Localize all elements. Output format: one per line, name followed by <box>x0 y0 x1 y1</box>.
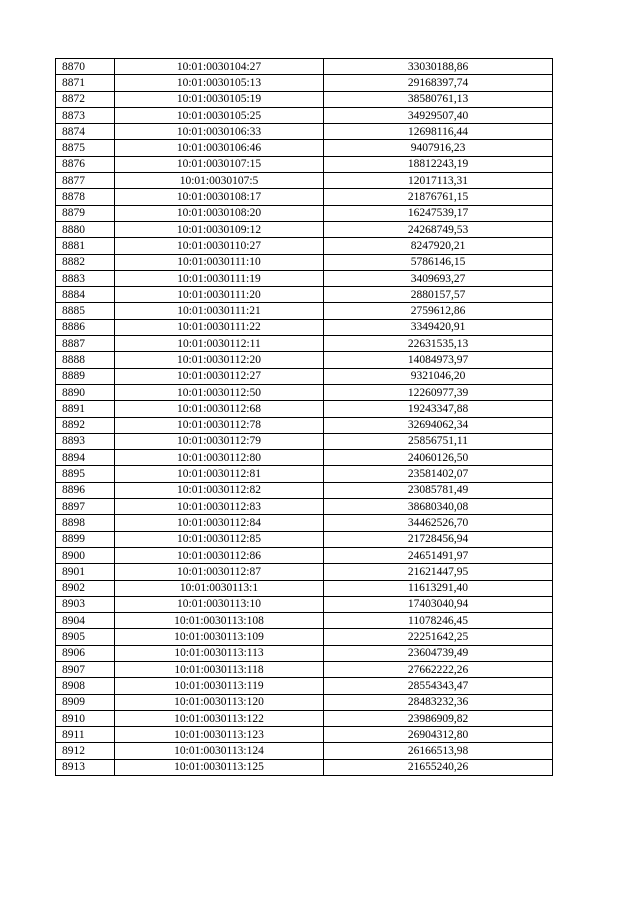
cadastral-value-cell: 17403040,94 <box>324 596 553 612</box>
table-row <box>56 368 553 384</box>
row-number-cell: 8907 <box>56 661 115 677</box>
table-row <box>56 107 553 123</box>
cadastral-value-cell: 16247539,17 <box>324 205 553 221</box>
table-row <box>56 303 553 319</box>
row-number-cell: 8899 <box>56 531 115 547</box>
row-number-cell: 8880 <box>56 221 115 237</box>
row-number-cell: 8885 <box>56 303 115 319</box>
row-number-cell: 8897 <box>56 499 115 515</box>
row-number-cell: 8888 <box>56 352 115 368</box>
cadastral-number-cell: 10:01:0030108:17 <box>115 189 324 205</box>
cadastral-value-cell: 21621447,95 <box>324 564 553 580</box>
cadastral-value-cell: 26904312,80 <box>324 727 553 743</box>
row-number-cell: 8912 <box>56 743 115 759</box>
table-row <box>56 629 553 645</box>
row-number-cell: 8876 <box>56 156 115 172</box>
cadastral-number-cell: 10:01:0030113:113 <box>115 645 324 661</box>
cadastral-number-cell: 10:01:0030105:25 <box>115 107 324 123</box>
row-number-cell: 8871 <box>56 75 115 91</box>
row-number-cell: 8883 <box>56 270 115 286</box>
row-number-cell: 8882 <box>56 254 115 270</box>
table-row <box>56 254 553 270</box>
row-number-cell: 8872 <box>56 91 115 107</box>
table-row <box>56 482 553 498</box>
cadastral-number-cell: 10:01:0030104:27 <box>115 59 324 75</box>
cadastral-value-cell: 9321046,20 <box>324 368 553 384</box>
row-number-cell: 8874 <box>56 124 115 140</box>
row-number-cell: 8887 <box>56 336 115 352</box>
cadastral-number-cell: 10:01:0030112:82 <box>115 482 324 498</box>
row-number-cell: 8909 <box>56 694 115 710</box>
cadastral-number-cell: 10:01:0030106:33 <box>115 124 324 140</box>
cadastral-value-cell: 11613291,40 <box>324 580 553 596</box>
row-number-cell: 8891 <box>56 401 115 417</box>
cadastral-number-cell: 10:01:0030112:50 <box>115 384 324 400</box>
cadastral-value-cell: 32694062,34 <box>324 417 553 433</box>
row-number-cell: 8902 <box>56 580 115 596</box>
row-number-cell: 8873 <box>56 107 115 123</box>
row-number-cell: 8911 <box>56 727 115 743</box>
cadastral-value-cell: 21876761,15 <box>324 189 553 205</box>
table-row <box>56 710 553 726</box>
cadastral-value-cell: 9407916,23 <box>324 140 553 156</box>
row-number-cell: 8895 <box>56 466 115 482</box>
row-number-cell: 8898 <box>56 515 115 531</box>
cadastral-value-cell: 27662222,26 <box>324 661 553 677</box>
cadastral-number-cell: 10:01:0030111:19 <box>115 270 324 286</box>
cadastral-value-cell: 12260977,39 <box>324 384 553 400</box>
row-number-cell: 8879 <box>56 205 115 221</box>
cadastral-value-cell: 34462526,70 <box>324 515 553 531</box>
cadastral-number-cell: 10:01:0030113:108 <box>115 613 324 629</box>
table-row <box>56 124 553 140</box>
table-row <box>56 678 553 694</box>
cadastral-number-cell: 10:01:0030111:22 <box>115 319 324 335</box>
cadastral-number-cell: 10:01:0030113:118 <box>115 661 324 677</box>
cadastral-number-cell: 10:01:0030113:109 <box>115 629 324 645</box>
table-row <box>56 75 553 91</box>
cadastral-number-cell: 10:01:0030113:124 <box>115 743 324 759</box>
cadastral-value-cell: 38680340,08 <box>324 499 553 515</box>
table-row <box>56 336 553 352</box>
cadastral-number-cell: 10:01:0030111:10 <box>115 254 324 270</box>
cadastral-value-cell: 22251642,25 <box>324 629 553 645</box>
table-row <box>56 515 553 531</box>
cadastral-value-table <box>55 58 553 776</box>
row-number-cell: 8905 <box>56 629 115 645</box>
table-row <box>56 580 553 596</box>
cadastral-number-cell: 10:01:0030113:125 <box>115 759 324 775</box>
row-number-cell: 8903 <box>56 596 115 612</box>
cadastral-number-cell: 10:01:0030113:120 <box>115 694 324 710</box>
row-number-cell: 8901 <box>56 564 115 580</box>
cadastral-value-cell: 3409693,27 <box>324 270 553 286</box>
table-row <box>56 613 553 629</box>
cadastral-number-cell: 10:01:0030112:78 <box>115 417 324 433</box>
table-row <box>56 91 553 107</box>
cadastral-number-cell: 10:01:0030112:79 <box>115 433 324 449</box>
cadastral-number-cell: 10:01:0030105:19 <box>115 91 324 107</box>
cadastral-number-cell: 10:01:0030112:81 <box>115 466 324 482</box>
table-row <box>56 384 553 400</box>
cadastral-value-cell: 24651491,97 <box>324 547 553 563</box>
cadastral-value-cell: 19243347,88 <box>324 401 553 417</box>
table-row <box>56 433 553 449</box>
table-row <box>56 352 553 368</box>
cadastral-number-cell: 10:01:0030112:84 <box>115 515 324 531</box>
cadastral-number-cell: 10:01:0030108:20 <box>115 205 324 221</box>
table-row <box>56 450 553 466</box>
cadastral-number-cell: 10:01:0030112:85 <box>115 531 324 547</box>
row-number-cell: 8875 <box>56 140 115 156</box>
cadastral-value-cell: 29168397,74 <box>324 75 553 91</box>
table-row <box>56 531 553 547</box>
row-number-cell: 8886 <box>56 319 115 335</box>
cadastral-value-cell: 28483232,36 <box>324 694 553 710</box>
cadastral-number-cell: 10:01:0030106:46 <box>115 140 324 156</box>
row-number-cell: 8913 <box>56 759 115 775</box>
cadastral-number-cell: 10:01:0030113:119 <box>115 678 324 694</box>
cadastral-value-cell: 18812243,19 <box>324 156 553 172</box>
cadastral-number-cell: 10:01:0030112:27 <box>115 368 324 384</box>
cadastral-number-cell: 10:01:0030112:20 <box>115 352 324 368</box>
row-number-cell: 8870 <box>56 59 115 75</box>
cadastral-number-cell: 10:01:0030112:83 <box>115 499 324 515</box>
table-row <box>56 564 553 580</box>
table-row <box>56 596 553 612</box>
cadastral-value-cell: 23604739,49 <box>324 645 553 661</box>
row-number-cell: 8884 <box>56 287 115 303</box>
table-row <box>56 189 553 205</box>
row-number-cell: 8893 <box>56 433 115 449</box>
cadastral-value-cell: 33030188,86 <box>324 59 553 75</box>
cadastral-number-cell: 10:01:0030111:21 <box>115 303 324 319</box>
table-row <box>56 401 553 417</box>
cadastral-value-cell: 2759612,86 <box>324 303 553 319</box>
table-row <box>56 319 553 335</box>
cadastral-number-cell: 10:01:0030113:1 <box>115 580 324 596</box>
row-number-cell: 8894 <box>56 450 115 466</box>
cadastral-value-cell: 11078246,45 <box>324 613 553 629</box>
row-number-cell: 8908 <box>56 678 115 694</box>
table-row <box>56 645 553 661</box>
cadastral-value-cell: 23085781,49 <box>324 482 553 498</box>
table-row <box>56 499 553 515</box>
table-row <box>56 547 553 563</box>
cadastral-value-cell: 34929507,40 <box>324 107 553 123</box>
cadastral-number-cell: 10:01:0030112:68 <box>115 401 324 417</box>
table-row <box>56 205 553 221</box>
cadastral-value-cell: 14084973,97 <box>324 352 553 368</box>
row-number-cell: 8904 <box>56 613 115 629</box>
cadastral-number-cell: 10:01:0030112:86 <box>115 547 324 563</box>
table-row <box>56 270 553 286</box>
cadastral-value-cell: 12017113,31 <box>324 173 553 189</box>
cadastral-value-cell: 2880157,57 <box>324 287 553 303</box>
cadastral-value-cell: 22631535,13 <box>324 336 553 352</box>
table-row <box>56 727 553 743</box>
table-row <box>56 743 553 759</box>
cadastral-value-cell: 3349420,91 <box>324 319 553 335</box>
cadastral-value-cell: 24060126,50 <box>324 450 553 466</box>
row-number-cell: 8892 <box>56 417 115 433</box>
table-row <box>56 238 553 254</box>
cadastral-number-cell: 10:01:0030113:123 <box>115 727 324 743</box>
cadastral-number-cell: 10:01:0030112:87 <box>115 564 324 580</box>
cadastral-number-cell: 10:01:0030112:11 <box>115 336 324 352</box>
row-number-cell: 8890 <box>56 384 115 400</box>
cadastral-number-cell: 10:01:0030113:10 <box>115 596 324 612</box>
row-number-cell: 8877 <box>56 173 115 189</box>
cadastral-value-cell: 25856751,11 <box>324 433 553 449</box>
table-row <box>56 173 553 189</box>
row-number-cell: 8881 <box>56 238 115 254</box>
row-number-cell: 8878 <box>56 189 115 205</box>
cadastral-number-cell: 10:01:0030107:15 <box>115 156 324 172</box>
cadastral-value-cell: 38580761,13 <box>324 91 553 107</box>
cadastral-number-cell: 10:01:0030107:5 <box>115 173 324 189</box>
cadastral-value-cell: 12698116,44 <box>324 124 553 140</box>
table-row <box>56 694 553 710</box>
table-row <box>56 287 553 303</box>
cadastral-number-cell: 10:01:0030109:12 <box>115 221 324 237</box>
cadastral-number-cell: 10:01:0030105:13 <box>115 75 324 91</box>
cadastral-value-cell: 23986909,82 <box>324 710 553 726</box>
row-number-cell: 8896 <box>56 482 115 498</box>
row-number-cell: 8910 <box>56 710 115 726</box>
cadastral-value-cell: 24268749,53 <box>324 221 553 237</box>
row-number-cell: 8889 <box>56 368 115 384</box>
cadastral-value-cell: 21728456,94 <box>324 531 553 547</box>
table-row <box>56 59 553 75</box>
table-row <box>56 156 553 172</box>
cadastral-value-cell: 21655240,26 <box>324 759 553 775</box>
row-number-cell: 8900 <box>56 547 115 563</box>
table-row <box>56 759 553 775</box>
table-row <box>56 417 553 433</box>
cadastral-value-cell: 28554343,47 <box>324 678 553 694</box>
cadastral-number-cell: 10:01:0030112:80 <box>115 450 324 466</box>
table-body <box>56 59 553 776</box>
cadastral-value-cell: 23581402,07 <box>324 466 553 482</box>
table-row <box>56 661 553 677</box>
table-row <box>56 221 553 237</box>
cadastral-value-cell: 8247920,21 <box>324 238 553 254</box>
cadastral-value-cell: 5786146,15 <box>324 254 553 270</box>
table-row <box>56 140 553 156</box>
cadastral-number-cell: 10:01:0030110:27 <box>115 238 324 254</box>
row-number-cell: 8906 <box>56 645 115 661</box>
table-row <box>56 466 553 482</box>
cadastral-value-cell: 26166513,98 <box>324 743 553 759</box>
cadastral-number-cell: 10:01:0030111:20 <box>115 287 324 303</box>
cadastral-number-cell: 10:01:0030113:122 <box>115 710 324 726</box>
